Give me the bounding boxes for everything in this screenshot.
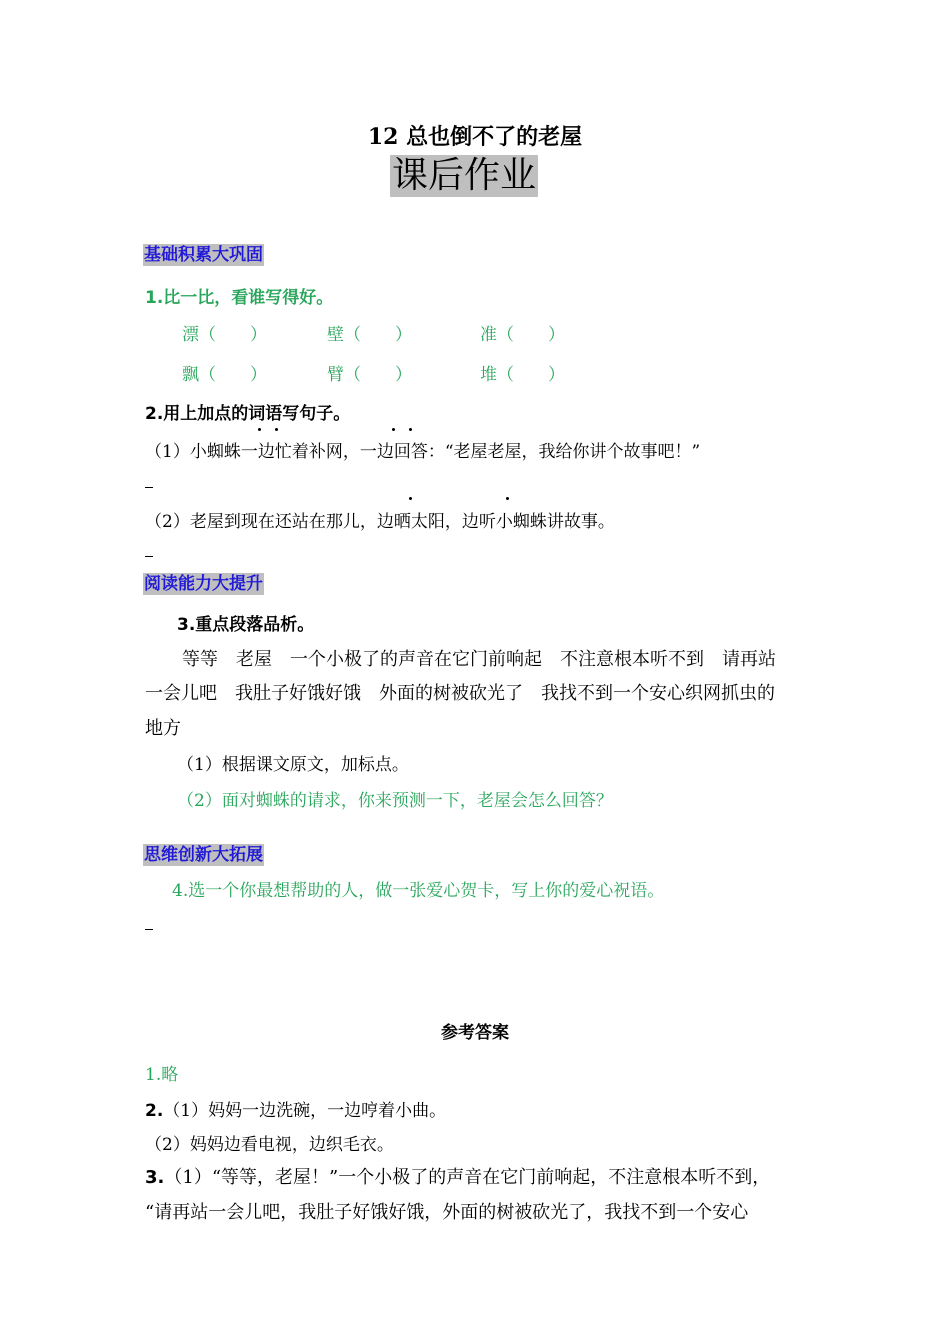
answer-1: 1.略 [145, 1065, 179, 1085]
q1-row1-item1: 漂（ ） [182, 325, 267, 345]
answer-line [145, 556, 153, 557]
emphasis-dot [392, 428, 395, 431]
answer-line [145, 487, 153, 488]
answer-2-part1: （1）妈妈一边洗碗，一边哼着小曲。 [163, 1101, 447, 1121]
q1-prompt: 1.比一比，看谁写得好。 [145, 288, 334, 308]
q3-sub1: （1）根据课文原文，加标点。 [177, 755, 409, 775]
page-subtitle: 课后作业 [392, 155, 537, 196]
q1-row1-item2: 壁（ ） [327, 325, 412, 345]
q3-passage-line2: 一会儿吧 我肚子好饿好饿 外面的树被砍光了 我找不到一个安心织网抓虫的 [145, 683, 775, 704]
section-reading-label: 阅读能力大提升 [144, 574, 263, 594]
q1-row2-item3: 堆（ ） [480, 365, 565, 385]
q2-prompt: 2.用上加点的词语写句子。 [145, 404, 351, 424]
emphasis-dot [506, 497, 509, 500]
q3-passage-line3: 地方 [145, 718, 181, 739]
answer-2-line1 [145, 1096, 446, 1121]
emphasis-dot [409, 497, 412, 500]
q3-prompt: 3.重点段落品析。 [177, 615, 315, 635]
q1-row1-item3: 准（ ） [480, 325, 565, 345]
answer-3-line1 [145, 1163, 770, 1189]
q1-row2-item1: 飘（ ） [182, 365, 267, 385]
answer-2-number: 2. [145, 1101, 164, 1121]
answers-title: 参考答案 [441, 1023, 509, 1043]
q3-passage-line1: 等等 老屋 一个小极了的声音在它门前响起 不注意根本听不到 请再站 [182, 649, 776, 670]
section-thinking-label: 思维创新大拓展 [144, 845, 263, 865]
q4-prompt: 4.选一个你最想帮助的人，做一张爱心贺卡，写上你的爱心祝语。 [172, 881, 665, 901]
answer-3-line2: “请再站一会儿吧，我肚子好饿好饿，外面的树被砍光了，我找不到一个安心 [145, 1202, 749, 1223]
answer-2-part2: （2）妈妈边看电视，边织毛衣。 [145, 1135, 394, 1155]
emphasis-dot [258, 428, 261, 431]
emphasis-dot [409, 428, 412, 431]
q2-item2: （2）老屋到现在还站在那儿，边晒太阳，边听小蜘蛛讲故事。 [145, 512, 615, 532]
answer-3-text1: （1）“等等，老屋！”一个小极了的声音在它门前响起，不注意根本听不到， [164, 1167, 771, 1188]
q2-item1: （1）小蜘蛛一边忙着补网，一边回答：“老屋老屋，我给你讲个故事吧！” [145, 442, 701, 462]
answer-3-number: 3. [145, 1167, 165, 1188]
q3-sub2: （2）面对蜘蛛的请求，你来预测一下，老屋会怎么回答？ [177, 791, 613, 811]
emphasis-dot [275, 428, 278, 431]
q1-row2-item2: 臂（ ） [327, 365, 412, 385]
answer-line [145, 929, 153, 930]
page-title: 12 总也倒不了的老屋 [367, 124, 583, 150]
section-basic-label: 基础积累大巩固 [144, 245, 263, 265]
